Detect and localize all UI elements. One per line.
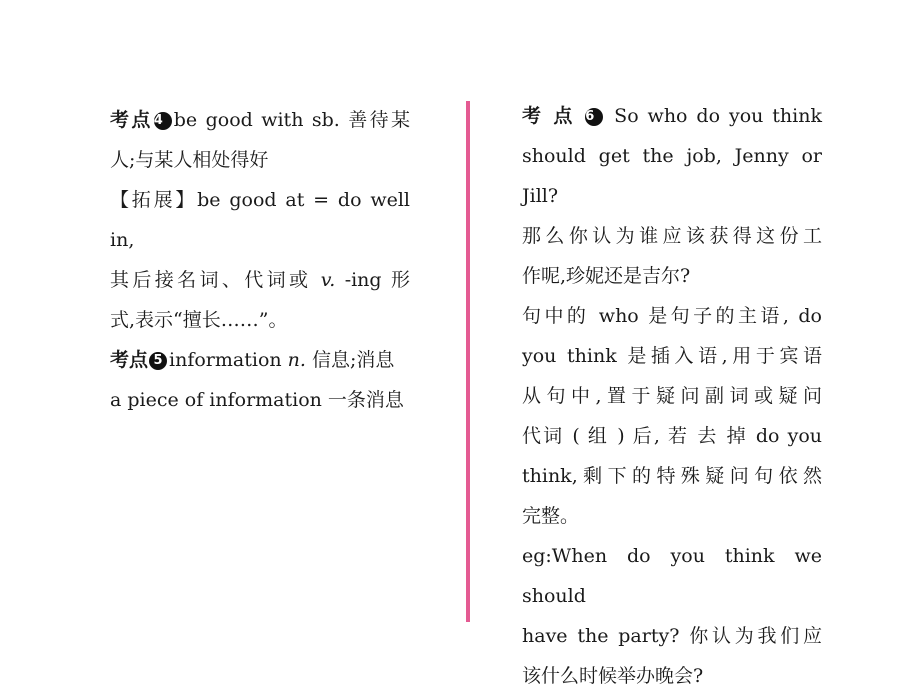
expand-line-2-v: v. xyxy=(320,269,336,291)
point6-line-12: 该什么时候举办晚会? xyxy=(522,665,704,687)
point6-line-11: have the party? 你认为我们应 xyxy=(522,625,822,647)
expand-line-2-pre: 其后接名词、代词或 xyxy=(110,269,321,291)
point6-line-1: should get the job, Jenny or Jill? xyxy=(522,145,822,207)
point5-title-pre: information xyxy=(169,349,288,371)
point5-title-n: n. xyxy=(287,349,306,371)
expand-line-2-post: -ing 形 xyxy=(335,269,410,291)
point6-line-4: 句中的 who 是句子的主语, do xyxy=(522,305,822,327)
point5-number-badge: 5 xyxy=(149,352,167,370)
point6-number-badge: 6 xyxy=(585,108,603,126)
point5-title-post: 信息;消息 xyxy=(305,349,395,371)
point4-title-cont: 人;与某人相处得好 xyxy=(110,149,269,171)
expand-line-1: 【拓展】be good at = do well in, xyxy=(110,189,410,251)
point6-line-10: eg:When do you think we should xyxy=(522,545,822,607)
left-column xyxy=(110,100,410,420)
point6-heading xyxy=(522,96,822,136)
point6-line-5: you think 是插入语,用于宾语 xyxy=(522,345,822,367)
point6-line-8: think,剩下的特殊疑问句依然 xyxy=(522,465,822,487)
point6-label: 考 点 xyxy=(522,105,576,127)
point4-heading xyxy=(110,100,410,140)
point5-heading xyxy=(110,340,410,380)
point6-line-9: 完整。 xyxy=(522,505,580,527)
expand-line-3: 式,表示“擅长……”。 xyxy=(110,309,288,331)
point5-label: 考点 xyxy=(110,349,149,371)
point6-line-7: 代词 ( 组 ) 后, 若 去 掉 do you xyxy=(522,425,822,447)
column-divider xyxy=(466,101,470,622)
expand-line-2 xyxy=(110,260,410,300)
point4-title: be good with sb. 善待某 xyxy=(173,109,410,131)
point4-number-badge: 4 xyxy=(154,112,172,130)
point6-line-3: 作呢,珍妮还是吉尔? xyxy=(522,265,691,287)
point5-example: a piece of information 一条消息 xyxy=(110,389,404,411)
point6-line-2: 那么你认为谁应该获得这份工 xyxy=(522,225,822,247)
point6-line-6: 从句中,置于疑问副词或疑问 xyxy=(522,385,822,407)
point6-line-0: So who do you think xyxy=(614,105,822,127)
point4-label: 考点 xyxy=(110,109,153,131)
right-column xyxy=(522,96,822,696)
